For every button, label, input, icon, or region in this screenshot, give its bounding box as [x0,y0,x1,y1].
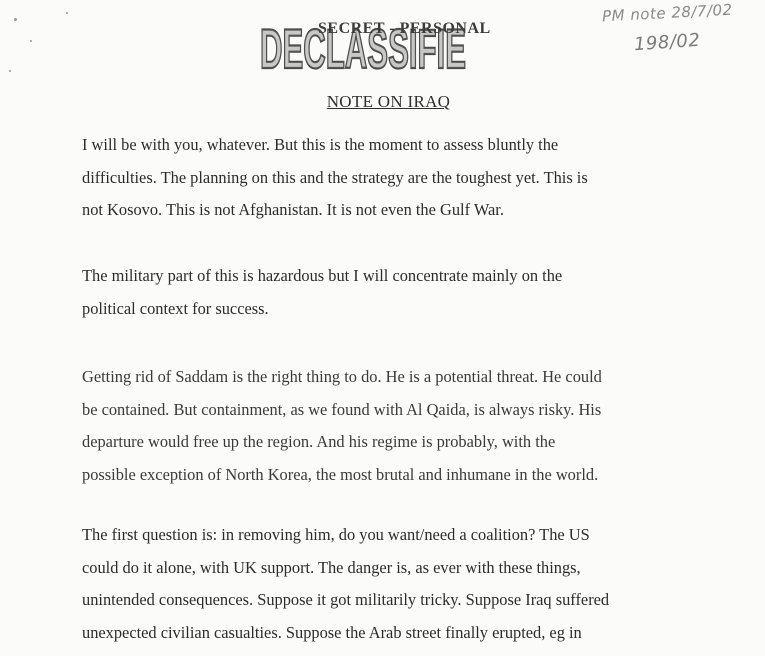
paragraph-line: possible exception of North Korea, the most brutal and inhumane in the world. [82,464,599,484]
paragraph-line: be contained. But containment, as we found with Al Qaida, is always risky. His [82,399,602,419]
paragraph-line: The military part of this is hazardous but I will concentrate mainly on the [82,266,563,285]
classification-label: SECRET - PERSONAL [318,20,491,37]
paragraph-line: departure would free up the region. And his regime is probably, with the [82,432,556,451]
paragraph [82,260,732,325]
scan-speck [14,18,17,21]
paragraph-line: I will be with you, whatever. But this is the moment to assess bluntly the [82,135,559,154]
paragraph-line: unexpected civilian casualties. Suppose the Arab street finally erupted, eg in [82,622,582,642]
scan-speck [66,12,68,14]
handwritten-note: PM note 28/7/02 [601,0,734,26]
svg-text:DECLASSIFIE: DECLASSIFIE [260,17,466,74]
svg-text:DECLASSIFIE: DECLASSIFIE [260,17,466,74]
paragraph [82,361,732,491]
paragraph-line: could do it alone, with UK support. The danger is, as ever with these things, [82,557,581,577]
page-title-text: NOTE ON IRAQ [326,92,451,111]
paragraph-line: not Kosovo. This is not Afghanistan. It is not even the Gulf War. [82,200,504,219]
paragraph-line: The first question is: in removing him, do you want/need a coalition? The US [82,525,590,544]
paragraph [82,519,732,649]
declassified-stamp [258,8,470,74]
page-title [0,92,765,112]
paragraph-line: difficulties. The planning on this and the strategy are the toughest yet. This is [82,167,588,187]
paragraph [82,129,732,227]
paragraph-line: unintended consequences. Suppose it got militarily tricky. Suppose Iraq suffered [82,590,610,609]
paragraph-line: Getting rid of Saddam is the right thing to do. He is a potential threat. He could [82,367,602,386]
scan-speck [30,40,32,42]
paragraph-line: political context for success. [82,298,269,318]
handwritten-reference: 198/02 [633,29,701,56]
scan-speck [9,70,11,72]
